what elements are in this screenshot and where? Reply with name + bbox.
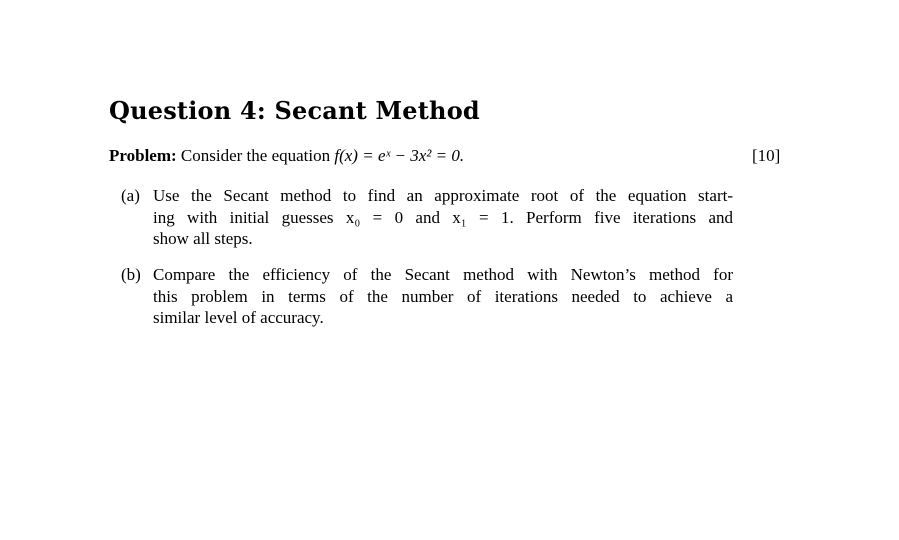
part-b-label: (b) xyxy=(121,265,141,284)
problem-equation: f(x) = eˣ − 3x² = 0. xyxy=(334,146,465,165)
part-a-line-1: Use the Secant method to find an approximate root of the equation start- xyxy=(153,186,733,205)
part-b-line-3: similar level of accuracy. xyxy=(153,308,324,327)
problem-label: Problem: xyxy=(109,146,177,165)
question-title: Question 4: Secant Method xyxy=(109,96,480,125)
part-a-label: (a) xyxy=(121,186,140,205)
part-b-text xyxy=(153,264,733,329)
part-a-line-3: show all steps. xyxy=(153,229,253,248)
problem-statement xyxy=(109,145,464,167)
problem-text: Consider the equation xyxy=(180,146,331,165)
part-a-text xyxy=(153,185,733,250)
part-b-line-2: this problem in terms of the number of iterations needed to achieve a xyxy=(153,286,733,306)
marks-badge: [10] xyxy=(752,146,781,165)
part-b-line-1: Compare the efficiency of the Secant method with Newton’s method for xyxy=(153,265,733,284)
part-a-line-2: ing with initial guesses x₀ = 0 and x₁ = 1. Perform five iterations and xyxy=(153,207,733,227)
